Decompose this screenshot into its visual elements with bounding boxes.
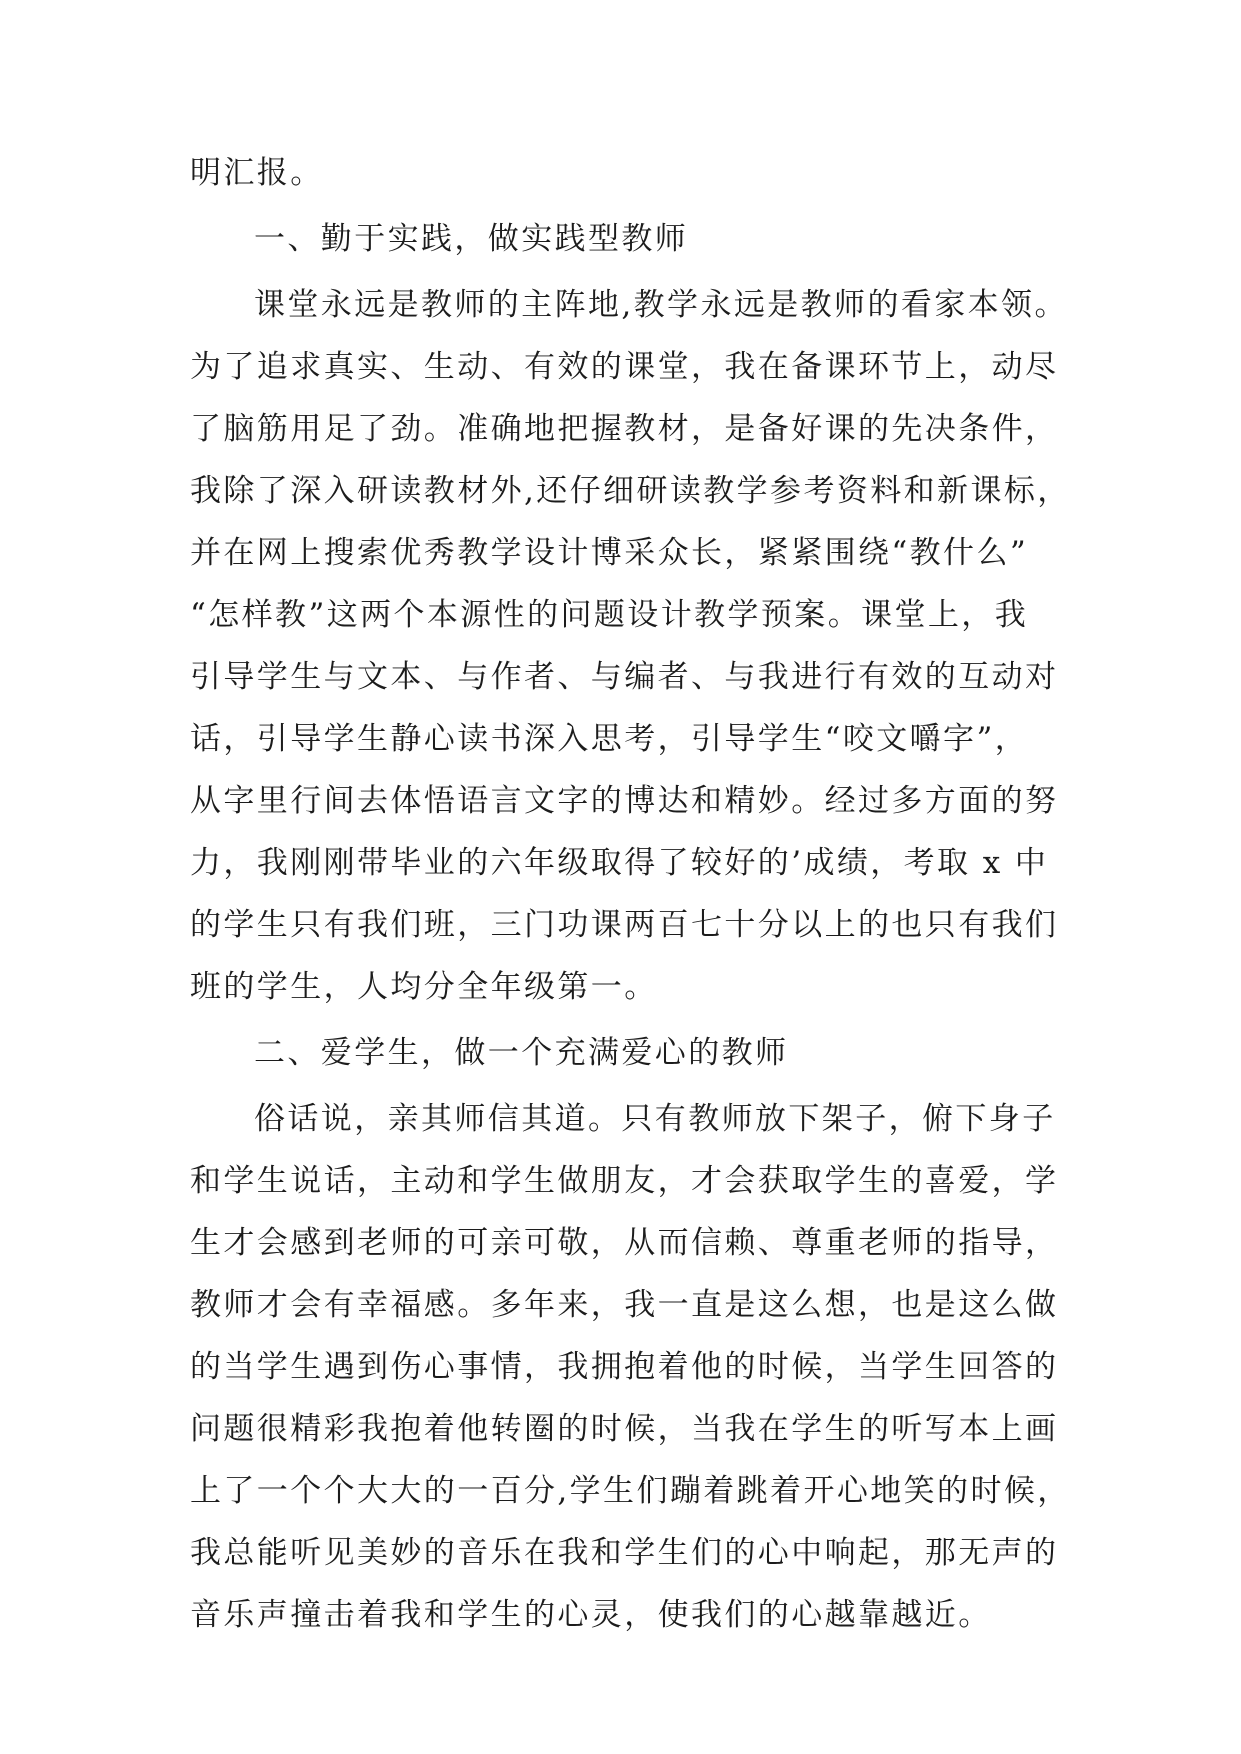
text-line-9: 引导学生与文本、与作者、与编者、与我进行有效的互动对 xyxy=(190,659,1059,695)
text-line-19: 教师才会有幸福感。多年来，我一直是这么想，也是这么做 xyxy=(190,1287,1059,1323)
text-line-6: 我除了深入研读教材外,还仔细研读教学参考资料和新课标， xyxy=(190,473,1071,509)
text-line-11: 从字里行间去体悟语言文字的博达和精妙。经过多方面的努 xyxy=(190,783,1059,819)
section-heading-1: 一、勤于实践，做实践型教师 xyxy=(254,221,689,257)
text-line-3: 课堂永远是教师的主阵地,教学永远是教师的看家本领。 xyxy=(254,287,1068,323)
text-line-14: 班的学生，人均分全年级第一。 xyxy=(190,969,658,1005)
text-line-4: 为了追求真实、生动、有效的课堂，我在备课环节上，动尽 xyxy=(190,349,1059,385)
text-line-20: 的当学生遇到伤心事情，我拥抱着他的时候，当学生回答的 xyxy=(190,1349,1059,1385)
text-line-23: 我总能听见美妙的音乐在我和学生们的心中响起，那无声的 xyxy=(190,1535,1059,1571)
text-line-10: 话，引导学生静心读书深入思考，引导学生“咬文嚼字”， xyxy=(190,721,1029,757)
text-line-8: “怎样教”这两个本源性的问题设计教学预案。课堂上，我 xyxy=(190,597,1029,633)
text-line-22: 上了一个个大大的一百分,学生们蹦着跳着开心地笑的时候， xyxy=(190,1473,1071,1509)
text-line-5: 了脑筋用足了劲。准确地把握教材，是备好课的先决条件， xyxy=(190,411,1059,447)
text-line-12: 力，我刚刚带毕业的六年级取得了较好的’成绩，考取 x 中 xyxy=(190,845,1049,881)
text-line-17: 和学生说话，主动和学生做朋友，才会获取学生的喜爱，学 xyxy=(190,1163,1059,1199)
text-line-24: 音乐声撞击着我和学生的心灵，使我们的心越靠越近。 xyxy=(190,1597,992,1633)
text-line-21: 问题很精彩我抱着他转圈的时候，当我在学生的听写本上画 xyxy=(190,1411,1059,1447)
section-heading-2: 二、爱学生，做一个充满爱心的教师 xyxy=(254,1035,789,1071)
text-line-16: 俗话说，亲其师信其道。只有教师放下架子，俯下身子 xyxy=(254,1101,1056,1137)
text-line-7: 并在网上搜索优秀教学设计博采众长，紧紧围绕“教什么” xyxy=(190,535,1029,571)
text-line-13: 的学生只有我们班，三门功课两百七十分以上的也只有我们 xyxy=(190,907,1059,943)
text-line-18: 生才会感到老师的可亲可敬，从而信赖、尊重老师的指导， xyxy=(190,1225,1059,1261)
text-line-1: 明汇报。 xyxy=(190,155,324,191)
